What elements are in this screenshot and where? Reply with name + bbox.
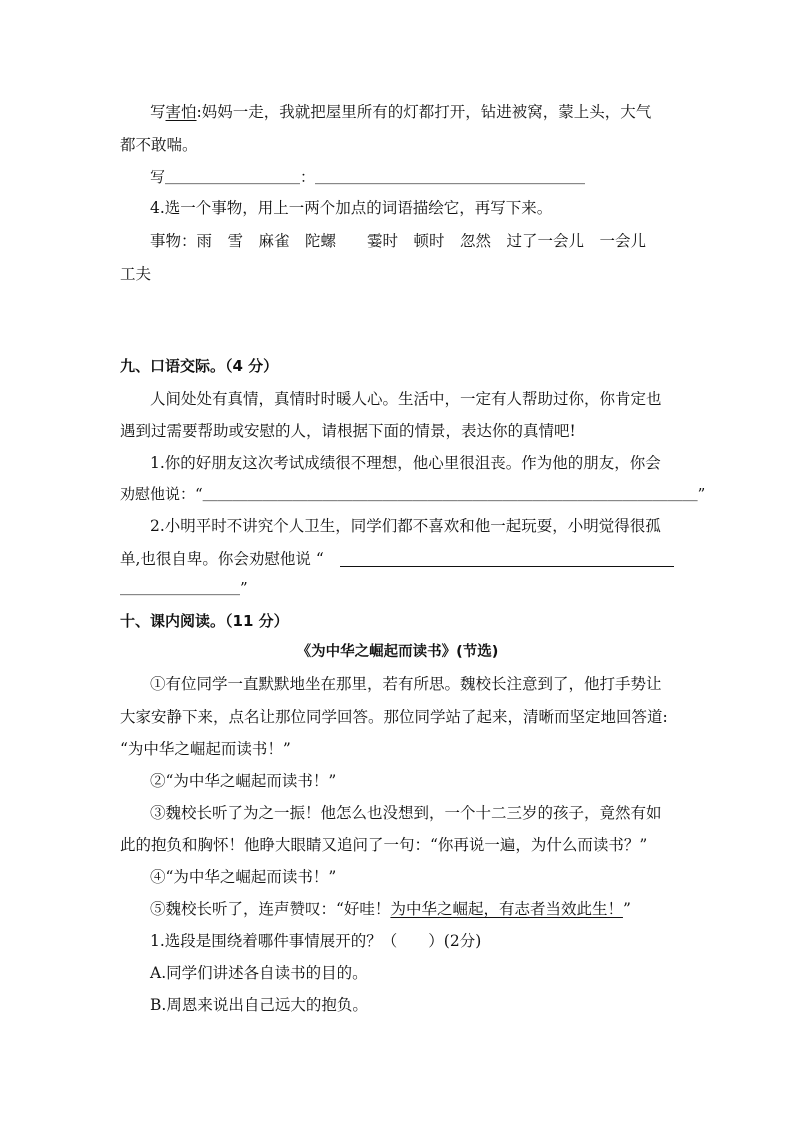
writing-example-line [150, 102, 680, 122]
section-9-intro-1: 人间处处有真情，真情时时暖人心。生活中，一定有人帮助过你，你肯定也 [150, 390, 662, 408]
reading-question-1: 1.选段是围绕着哪件事情展开的？（ ）(2分) [150, 932, 482, 950]
things-words-line: 事物：雨 雪 麻雀 陀螺 霎时 顿时 忽然 过了一会儿 一会儿 [150, 232, 647, 250]
passage-p5-suffix: ” [622, 900, 631, 918]
things-words-line-2: 工夫 [120, 265, 152, 283]
passage-p3-line-2: 此的抱负和胸怀！他睁大眼睛又追问了一句：“你再说一遍，为什么而读书？” [120, 836, 648, 854]
section-9-intro-2: 遇到过需要帮助或安慰的人，请根据下面的情景，表达你的真情吧! [120, 422, 576, 440]
passage-p5-prefix: ⑤魏校长听了，连声赞叹：“好哇！ [150, 900, 391, 918]
passage-p5-underlined: 为中华之崛起，有志者当效此生！ [390, 900, 623, 918]
section-9-q2-line-1: 2.小明平时不讲究个人卫生，同学们都不喜欢和他一起玩耍，小明觉得很孤 [150, 517, 661, 535]
passage-p1-line-2: 大家安静下来，点名让那位同学回答。那位同学站了起来，清晰而坚定地回答道: [120, 708, 668, 726]
option-b[interactable]: B.周恩来说出自己远大的抱负。 [150, 996, 368, 1014]
answer-blank[interactable] [340, 566, 674, 567]
section-9-q2-prompt: 单,也很自卑。你会劝慰他说 “ [120, 550, 324, 568]
section-10-heading: 十、课内阅读。（11 分） [120, 612, 289, 630]
writing-example-line-2: 都不敢喘。 [120, 136, 198, 154]
write-blank-line: 写＿＿＿＿＿＿＿＿＿：＿＿＿＿＿＿＿＿＿＿＿＿＿＿＿＿＿＿ [150, 168, 586, 186]
passage-p1-line-1: ①有位同学一直默默地坐在那里，若有所思。魏校长注意到了，他打手势让 [150, 675, 662, 693]
passage-p3-line-1: ③魏校长听了为之一振！他怎么也没想到，一个十二三岁的孩子，竟然有如 [150, 804, 662, 822]
question-4: 4.选一个事物，用上一两个加点的词语描绘它，再写下来。 [150, 199, 553, 217]
passage-title: 《为中华之崛起而读书》(节选) [296, 644, 499, 660]
section-9-heading: 九、口语交际。（4 分） [120, 357, 279, 375]
section-9-q1-line-1: 1.你的好朋友这次考试成绩很不理想，他心里很沮丧。作为他的朋友，你会 [150, 454, 661, 472]
passage-p5 [150, 899, 680, 919]
passage-p4: ④“为中华之崛起而读书！” [150, 868, 337, 886]
section-9-q2-line-3[interactable]: ＿＿＿＿＿＿＿＿” [120, 579, 248, 597]
example-text: :妈妈一走，我就把屋里所有的灯都打开，钻进被窝，蒙上头，大气 [196, 103, 652, 121]
passage-p1-line-3: “为中华之崛起而读书！” [120, 740, 291, 758]
passage-p2: ②“为中华之崛起而读书！” [150, 772, 337, 790]
section-9-q1-answer-line[interactable]: 劝慰他说：“＿＿＿＿＿＿＿＿＿＿＿＿＿＿＿＿＿＿＿＿＿＿＿＿＿＿＿＿＿＿＿＿＿” [120, 485, 706, 503]
write-prefix: 写 [150, 103, 166, 121]
option-a[interactable]: A.同学们讲述各自读书的目的。 [150, 964, 368, 982]
underlined-word: 害怕 [165, 103, 197, 121]
